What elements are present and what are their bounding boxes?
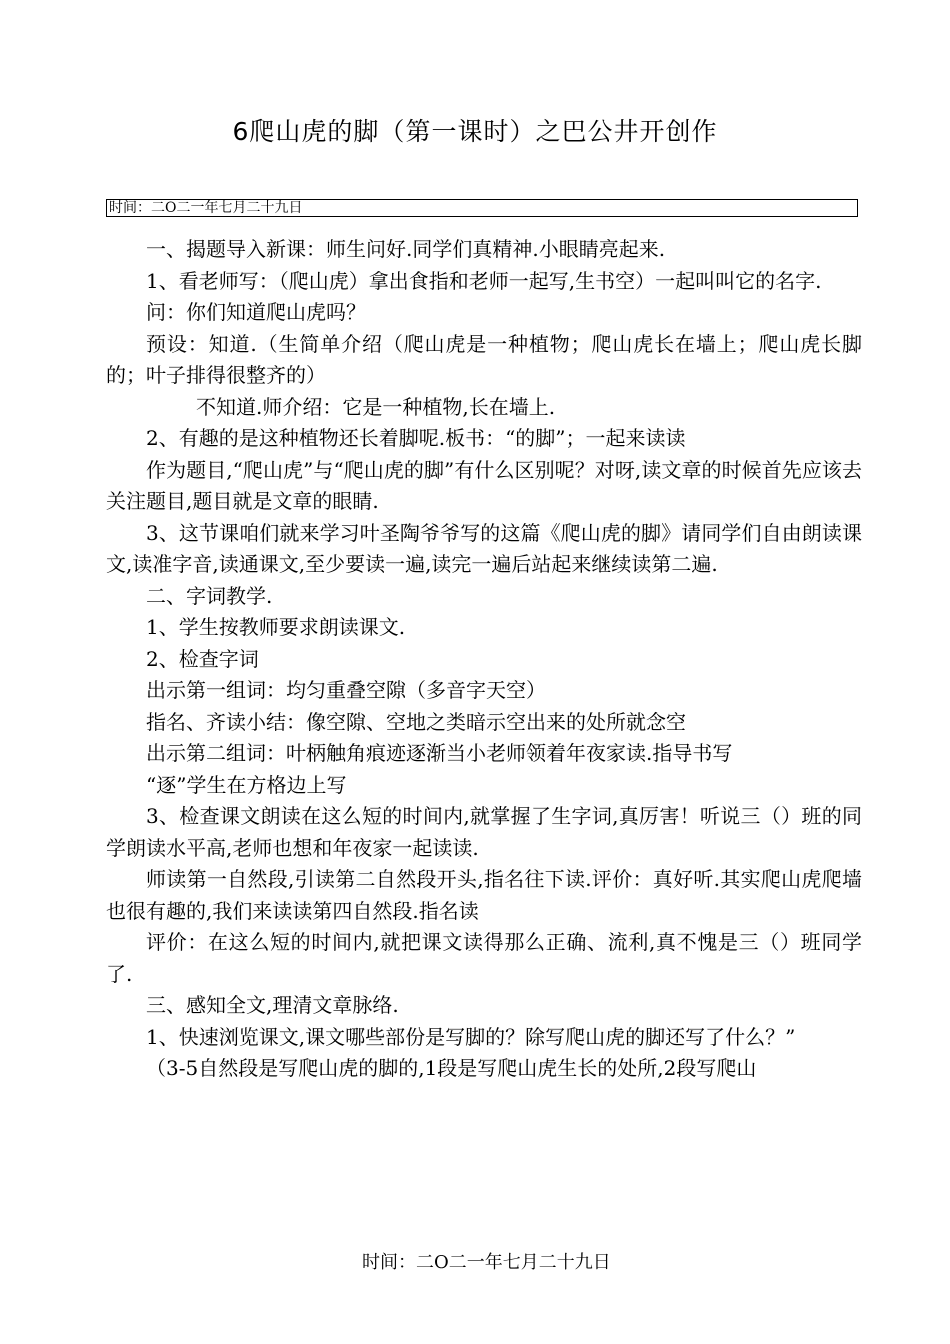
footer-date: 时间：二O二一年七月二十九日 [362,1252,611,1273]
paragraph: 二、字词教学. [146,583,273,608]
paragraph: 3、这节课咱们就来学习叶圣陶爷爷写的这篇《爬山虎的脚》请同学们自由朗读课文,读准字音,读通课文,至少要读一遍,读完一遍后站起来继续读第二遍. [106,520,862,576]
paragraph: 2、有趣的是这种植物还长着脚呢.板书：“的脚”；一起来读读 [146,426,686,450]
paragraph: 作为题目,“爬山虎”与“爬山虎的脚”有什么区别呢？对呀,读文章的时候首先应该去关注题目,题目就是文章的眼睛. [106,457,862,513]
paragraph: 师读第一自然段,引读第二自然段开头,指名往下读.评价：真好听.其实爬山虎爬墙也很有趣的,我们来读读第四自然段.指名读 [106,867,862,923]
paragraph: 一、揭题导入新课：师生问好.同学们真精神.小眼睛亮起来. [146,237,666,261]
paragraph: 1、学生按教师要求朗读课文. [146,615,406,639]
paragraph: 三、感知全文,理清文章脉络. [146,993,399,1017]
paragraph: 不知道.师介绍：它是一种植物,长在墙上. [196,394,556,419]
paragraph: 3、检查课文朗读在这么短的时间内,就掌握了生字词,真厉害！听说三（）班的同学朗读水平高,老师也想和年夜家一起读读. [106,804,862,860]
paragraph: 1、看老师写：（爬山虎）拿出食指和老师一起写,生书空）一起叫叫它的名字. [146,268,822,293]
document-title: 6爬山虎的脚（第一课时）之巴公井开创作 [232,117,718,146]
paragraph: 评价：在这么短的时间内,就把课文读得那么正确、流利,真不愧是三（）班同学了. [106,930,862,986]
paragraph: （3-5自然段是写爬山虎的脚的,1段是写爬山虎生长的处所,2段写爬山 [146,1056,757,1080]
paragraph: 2、检查字词 [146,646,259,671]
paragraph: “逐”学生在方格边上写 [146,772,347,797]
document-body [106,234,862,1085]
paragraph: 出示第一组词：均匀重叠空隙（多音字天空） [146,678,546,702]
paragraph: 出示第二组词：叶柄触角痕迹逐渐当小老师领着年夜家读.指导书写 [146,741,733,765]
date-box: 时间：二O二一年七月二十九日 [106,199,858,217]
paragraph: 预设：知道.（生简单介绍（爬山虎是一种植物；爬山虎长在墙上；爬山虎长脚的；叶子排得很整齐的） [106,331,862,387]
paragraph: 1、快速浏览课文,课文哪些部份是写脚的？除写爬山虎的脚还写了什么？” [146,1024,796,1049]
paragraph: 指名、齐读小结：像空隙、空地之类暗示空出来的处所就念空 [146,709,686,734]
paragraph: 问：你们知道爬山虎吗？ [146,300,366,324]
